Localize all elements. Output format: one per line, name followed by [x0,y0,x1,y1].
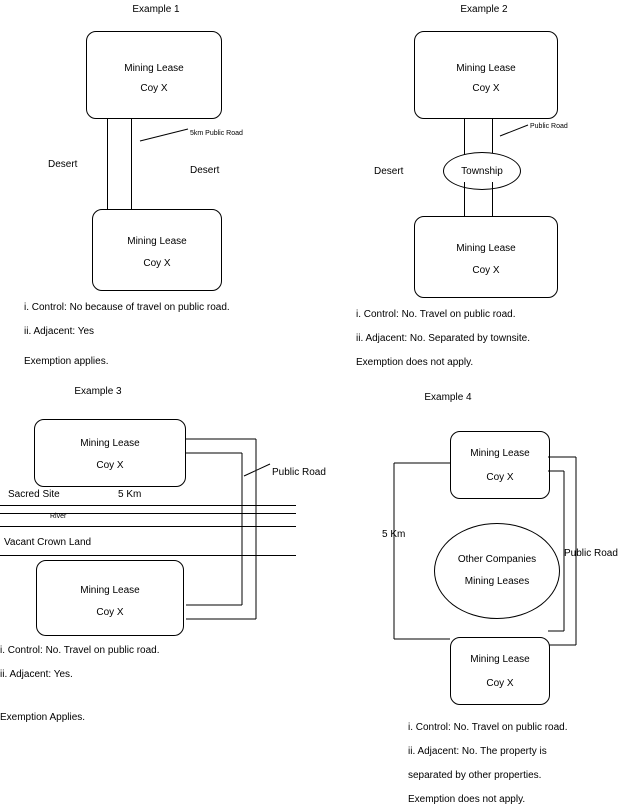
lease-label-line1: Mining Lease [470,654,530,665]
example-3-river-bottom-bank [0,526,296,527]
example-2-road-label: Public Road [530,123,568,130]
other-companies-line2: Mining Leases [464,576,530,587]
example-4-title: Example 4 [424,392,472,403]
example-3-vacant-land-boundary [0,555,296,556]
lease-label-line2: Coy X [96,607,124,618]
township-label: Township [461,166,503,177]
example-1-left-terrain-label: Desert [48,159,78,170]
example-3-top-lease [34,419,186,487]
example-1-note-1: i. Control: No because of travel on public road. [24,302,230,313]
example-3-bottom-lease [36,560,184,636]
example-4-note-1: i. Control: No. Travel on public road. [408,722,568,733]
lease-label-line2: Coy X [472,83,500,94]
example-3-note-3: Exemption Applies. [0,712,86,723]
example-1-note-3: Exemption applies. [24,356,109,367]
lease-label-line2: Coy X [486,678,514,689]
example-2-note-3: Exemption does not apply. [356,357,474,368]
example-3-note-1: i. Control: No. Travel on public road. [0,645,160,656]
example-2-left-terrain-label: Desert [374,166,404,177]
other-companies-line1: Other Companies [457,554,537,565]
example-1-road-label: 5km Public Road [190,130,243,137]
lease-label-line1: Mining Lease [80,438,140,449]
lease-label-line1: Mining Lease [456,63,516,74]
example-2-note-2: ii. Adjacent: No. Separated by townsite. [356,333,530,344]
example-2-bottom-lease [414,216,558,298]
lease-label-line1: Mining Lease [456,243,516,254]
example-1-road-edge-left [107,119,108,209]
example-4-road-label: Public Road [564,548,618,559]
lease-label-line2: Coy X [472,265,500,276]
example-4-note-2: ii. Adjacent: No. The property is [408,746,547,757]
example-3-river-label: River [50,513,67,520]
example-1-bottom-lease [92,209,222,291]
example-1-note-2: ii. Adjacent: Yes [24,326,95,337]
example-1-title: Example 1 [132,4,180,15]
example-4-distance-label: 5 Km [382,529,406,540]
example-3-note-2: ii. Adjacent: Yes. [0,669,73,680]
lease-label-line1: Mining Lease [80,585,140,596]
example-3-distance-label: 5 Km [118,489,142,500]
example-2-road-edge-right-lower [492,182,493,216]
example-1-road-edge-right [131,119,132,209]
example-4-top-lease [450,431,550,499]
example-3-road-label: Public Road [272,467,326,478]
lease-label-line2: Coy X [140,83,168,94]
example-2-township-oval [443,152,521,190]
example-2-note-1: i. Control: No. Travel on public road. [356,309,516,320]
example-3-sacred-site-label: Sacred Site [8,489,60,500]
example-2-title: Example 2 [460,4,508,15]
example-3-river-top-bank [0,513,296,514]
example-3-sacred-site-boundary [0,505,296,506]
example-4-note-4: Exemption does not apply. [408,794,526,805]
example-3-vacant-crown-land-label: Vacant Crown Land [4,537,92,548]
example-2-top-lease [414,31,558,119]
example-4-bottom-lease [450,637,550,705]
lease-label-line1: Mining Lease [124,63,184,74]
example-4-note-3: separated by other properties. [408,770,542,781]
example-3-road-paths [180,419,300,639]
lease-label-line2: Coy X [143,258,171,269]
example-3-title: Example 3 [74,386,122,397]
example-1-right-terrain-label: Desert [190,165,220,176]
example-1-top-lease [86,31,222,119]
example-4-other-companies-oval [434,523,560,619]
lease-label-line2: Coy X [96,460,124,471]
lease-label-line1: Mining Lease [127,236,187,247]
lease-label-line1: Mining Lease [470,448,530,459]
example-2-road-edge-left-lower [464,182,465,216]
lease-label-line2: Coy X [486,472,514,483]
